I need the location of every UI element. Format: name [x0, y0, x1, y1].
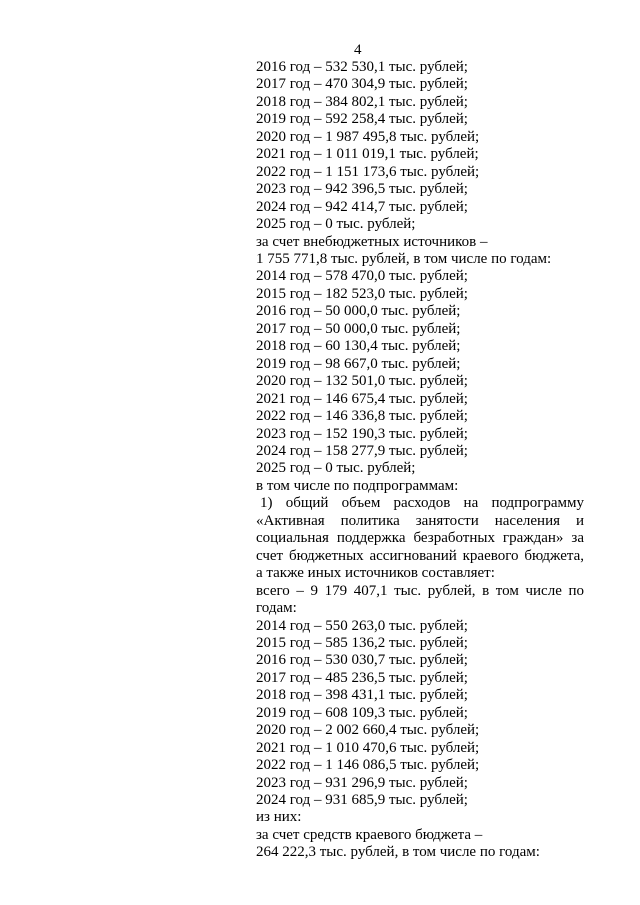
text-line: за счет средств краевого бюджета –: [256, 826, 483, 843]
text-line: 1 755 771,8 тыс. рублей, в том числе по годам:: [256, 250, 552, 267]
page-number: 4: [354, 42, 362, 58]
paragraph-line: социальная поддержка безработных граждан» за: [256, 530, 584, 547]
text-line: 2020 год – 2 002 660,4 тыс. рублей;: [256, 722, 480, 739]
text-line: 2019 год – 608 109,3 тыс. рублей;: [256, 704, 468, 721]
text-line: 2023 год – 931 296,9 тыс. рублей;: [256, 774, 468, 791]
paragraph-line: счет бюджетных ассигнований краевого бюджета,: [256, 547, 584, 564]
text-line: 2024 год – 158 277,9 тыс. рублей;: [256, 442, 468, 459]
text-line: 2017 год – 50 000,0 тыс. рублей;: [256, 320, 461, 337]
text-line: 2023 год – 942 396,5 тыс. рублей;: [256, 181, 468, 198]
text-line: 2024 год – 942 414,7 тыс. рублей;: [256, 198, 468, 215]
text-line: 2015 год – 182 523,0 тыс. рублей;: [256, 285, 468, 302]
text-line: за счет внебюджетных источников –: [256, 233, 488, 250]
text-line: 2018 год – 398 431,1 тыс. рублей;: [256, 687, 468, 704]
paragraph-line: всего – 9 179 407,1 тыс. рублей, в том числе по: [256, 582, 584, 599]
text-line: в том числе по подпрограммам:: [256, 477, 459, 494]
text-line: из них:: [256, 809, 302, 826]
text-line: 2014 год – 550 263,0 тыс. рублей;: [256, 617, 468, 634]
text-line: 2019 год – 592 258,4 тыс. рублей;: [256, 111, 468, 128]
text-line: 2021 год – 146 675,4 тыс. рублей;: [256, 390, 468, 407]
text-block: [256, 59, 584, 862]
text-line: 2017 год – 485 236,5 тыс. рублей;: [256, 669, 468, 686]
paragraph-line: «Активная политика занятости населения и: [256, 512, 584, 529]
text-line: 2024 год – 931 685,9 тыс. рублей;: [256, 792, 468, 809]
paragraph-line: а также иных источников составляет:: [256, 565, 495, 582]
text-line: 2023 год – 152 190,3 тыс. рублей;: [256, 425, 468, 442]
text-line: 264 222,3 тыс. рублей, в том числе по годам:: [256, 844, 540, 861]
text-line: 2019 год – 98 667,0 тыс. рублей;: [256, 355, 461, 372]
text-line: 2025 год – 0 тыс. рублей;: [256, 216, 416, 233]
text-line: 2025 год – 0 тыс. рублей;: [256, 460, 416, 477]
text-line: 2020 год – 1 987 495,8 тыс. рублей;: [256, 128, 480, 145]
text-line: 2016 год – 530 030,7 тыс. рублей;: [256, 652, 468, 669]
text-line: 2018 год – 60 130,4 тыс. рублей;: [256, 338, 461, 355]
text-line: 2022 год – 146 336,8 тыс. рублей;: [256, 408, 468, 425]
paragraph-line: 1) общий объем расходов на подпрограмму: [260, 495, 584, 512]
text-line: 2015 год – 585 136,2 тыс. рублей;: [256, 634, 468, 651]
text-line: 2014 год – 578 470,0 тыс. рублей;: [256, 268, 468, 285]
text-line: 2020 год – 132 501,0 тыс. рублей;: [256, 373, 468, 390]
text-line: 2016 год – 532 530,1 тыс. рублей;: [256, 59, 468, 75]
text-line: 2022 год – 1 146 086,5 тыс. рублей;: [256, 757, 480, 774]
paragraph-line: годам:: [256, 600, 297, 617]
text-line: 2018 год – 384 802,1 тыс. рублей;: [256, 93, 468, 110]
text-line: 2022 год – 1 151 173,6 тыс. рублей;: [256, 163, 480, 180]
text-line: 2021 год – 1 010 470,6 тыс. рублей;: [256, 739, 480, 756]
text-line: 2016 год – 50 000,0 тыс. рублей;: [256, 303, 461, 320]
text-line: 2017 год – 470 304,9 тыс. рублей;: [256, 76, 468, 93]
text-line: 2021 год – 1 011 019,1 тыс. рублей;: [256, 146, 479, 163]
